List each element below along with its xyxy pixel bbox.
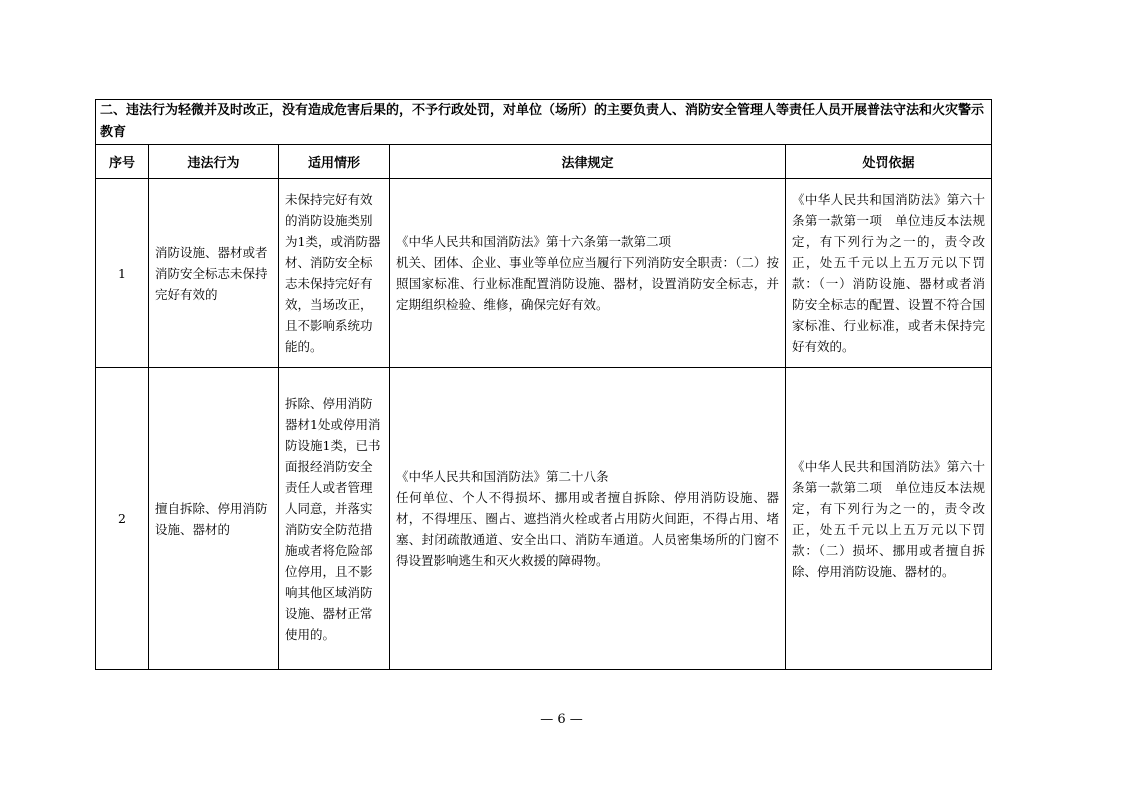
row-number: 1 (96, 179, 149, 368)
header-basis: 处罚依据 (786, 145, 992, 179)
legal-provision (390, 179, 786, 368)
header-no: 序号 (96, 145, 149, 179)
table-row (96, 368, 992, 670)
violation-act: 擅自拆除、停用消防设施、器材的 (149, 368, 279, 670)
legal-provision-text: 机关、团体、企业、事业等单位应当履行下列消防安全职责：（二）按照国家标准、行业标准配置消防设施、器材，设置消防安全标志，并定期组织检验、维修，确保完好有效。 (396, 255, 779, 312)
page-number: — 6 — (540, 712, 583, 727)
penalty-basis: 《中华人民共和国消防法》第六十条第一款第一项 单位违反本法规定，有下列行为之一的，责令改正，处五千元以上五万元以下罚款：（一）消防设施、器材或者消防安全标志的配置、设置不符合国家标准、行业标准，或者未保持完好有效的。 (786, 179, 992, 368)
header-act: 违法行为 (149, 145, 279, 179)
row-number: 2 (96, 368, 149, 670)
header-row (96, 145, 992, 179)
legal-provision-text: 任何单位、个人不得损坏、挪用或者擅自拆除、停用消防设施、器材，不得埋压、圈占、遮挡消火栓或者占用防火间距，不得占用、堵塞、封闭疏散通道、安全出口、消防车通道。人员密集场所的门窗不得设置影响逃生和灭火救援的障碍物。 (396, 490, 779, 568)
legal-provision (390, 368, 786, 670)
legal-provision-title: 《中华人民共和国消防法》第十六条第一款第二项 (396, 234, 672, 249)
violation-act: 消防设施、器材或者消防安全标志未保持完好有效的 (149, 179, 279, 368)
penalty-basis: 《中华人民共和国消防法》第六十条第一款第二项 单位违反本法规定，有下列行为之一的，责令改正，处五千元以上五万元以下罚款：（二）损坏、挪用或者擅自拆除、停用消防设施、器材的。 (786, 368, 992, 670)
applicable-situation: 未保持完好有效的消防设施类别为1类，或消防器材、消防安全标志未保持完好有效，当场改正，且不影响系统功能的。 (279, 179, 390, 368)
table-row (96, 179, 992, 368)
legal-provision-title: 《中华人民共和国消防法》第二十八条 (396, 469, 609, 484)
header-law: 法律规定 (390, 145, 786, 179)
penalty-table (95, 99, 992, 670)
section-title: 二、违法行为轻微并及时改正，没有造成危害后果的，不予行政处罚，对单位（场所）的主要负责人、消防安全管理人等责任人员开展普法守法和火灾警示教育 (96, 100, 992, 145)
section-title-row (96, 100, 992, 145)
header-situation: 适用情形 (279, 145, 390, 179)
applicable-situation: 拆除、停用消防器材1处或停用消防设施1类，已书面报经消防安全责任人或者管理人同意，并落实消防安全防范措施或者将危险部位停用，且不影响其他区域消防设施、器材正常使用的。 (279, 368, 390, 670)
